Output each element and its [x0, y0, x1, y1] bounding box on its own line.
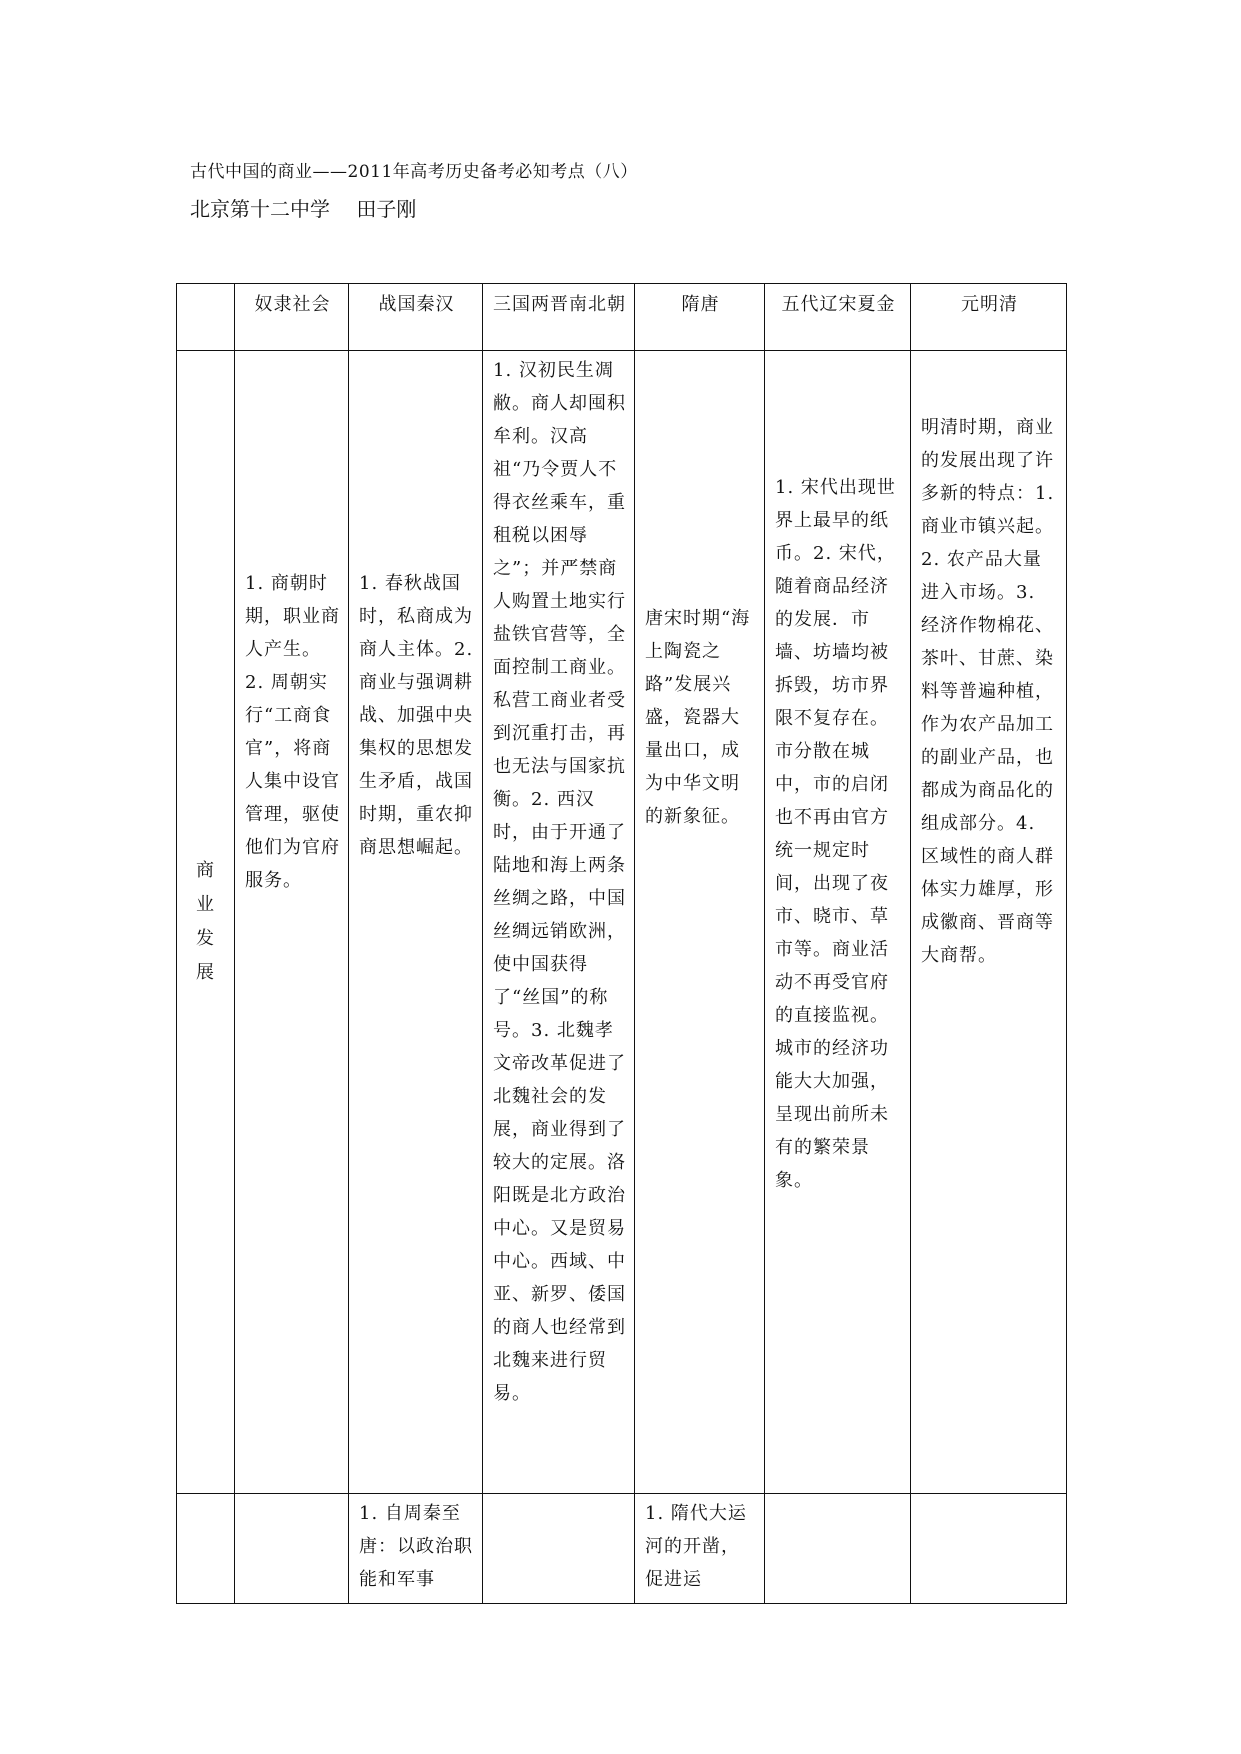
row-label-commerce [177, 351, 235, 1494]
cell-warring-qin-han: 1. 春秋战国时，私商成为商人主体。2. 商业与强调耕战、加强中央集权的思想发生矛盾，战国时期，重农抑商思想崛起。 [349, 351, 483, 1494]
tail-cell-0 [177, 1494, 235, 1604]
tail-cell-2: 1. 自周秦至唐：以政治职能和军事 [349, 1494, 483, 1604]
cell-yuan-ming-qing: 明清时期，商业的发展出现了许多新的特点：1. 商业市镇兴起。2. 农产品大量进入市场。3. 经济作物棉花、茶叶、甘蔗、染料等普遍种植，作为农产品加工的副业产品，也都成为商品化的组成部分。4. 区域性的商人群体实力雄厚，形成徽商、晋商等大商帮。 [911, 351, 1067, 1494]
cell-five-dynasties-song: 1. 宋代出现世界上最早的纸币。2. 宋代，随着商品经济的发展．市墙、坊墙均被拆毁，坊市界限不复存在。市分散在城中，市的启闭也不再由官方统一规定时间，出现了夜市、晓市、草市等。商业活动不再受官府的直接监视。城市的经济功能大大加强，呈现出前所未有的繁荣景象。 [765, 351, 911, 1494]
header-cell-yuan-ming-qing: 元明清 [911, 284, 1067, 351]
tail-cell-3 [483, 1494, 635, 1604]
row-label-text: 商业发展 [196, 860, 215, 983]
document-author: 北京第十二中学 田子刚 [190, 197, 417, 221]
cell-slave-society: 1. 商朝时期，职业商人产生。2. 周朝实行“工商食官”，将商人集中设官管理，驱使他们为官府服务。 [235, 351, 349, 1494]
tail-cell-1 [235, 1494, 349, 1604]
header-cell-slave-society: 奴隶社会 [235, 284, 349, 351]
cell-three-kingdoms: 1. 汉初民生凋敝。商人却囤积牟利。汉高祖“乃令贾人不得衣丝乘车，重租税以困辱之”；并严禁商人购置土地实行盐铁官营等，全面控制工商业。私营工商业者受到沉重打击，再也无法与国家抗衡。2. 西汉时，由于开通了陆地和海上两条丝绸之路，中国丝绸远销欧洲，使中国获得了“丝国”的称号。3. 北魏孝文帝改革促进了北魏社会的发展，商业得到了较大的定展。洛阳既是北方政治中心。又是贸易中心。西域、中亚、新罗、倭国的商人也经常到北魏来进行贸易。 [483, 351, 635, 1494]
cell-sui-tang: 唐宋时期“海上陶瓷之路”发展兴盛，瓷器大量出口，成为中华文明的新象征。 [635, 351, 765, 1494]
table-row-tail [177, 1494, 1067, 1604]
header-cell-empty [177, 284, 235, 351]
table-row-commerce [177, 351, 1067, 1494]
document-title: 古代中国的商业——2011年高考历史备考必知考点（八） [190, 162, 638, 182]
tail-cell-5 [765, 1494, 911, 1604]
header-cell-warring-qin-han: 战国秦汉 [349, 284, 483, 351]
tail-cell-6 [911, 1494, 1067, 1604]
history-table [176, 283, 1067, 1604]
tail-cell-4: 1. 隋代大运河的开凿，促进运 [635, 1494, 765, 1604]
table-header-row [177, 284, 1067, 351]
header-cell-three-kingdoms: 三国两晋南北朝 [483, 284, 635, 351]
header-cell-five-dynasties-song: 五代辽宋夏金 [765, 284, 911, 351]
header-cell-sui-tang: 隋唐 [635, 284, 765, 351]
